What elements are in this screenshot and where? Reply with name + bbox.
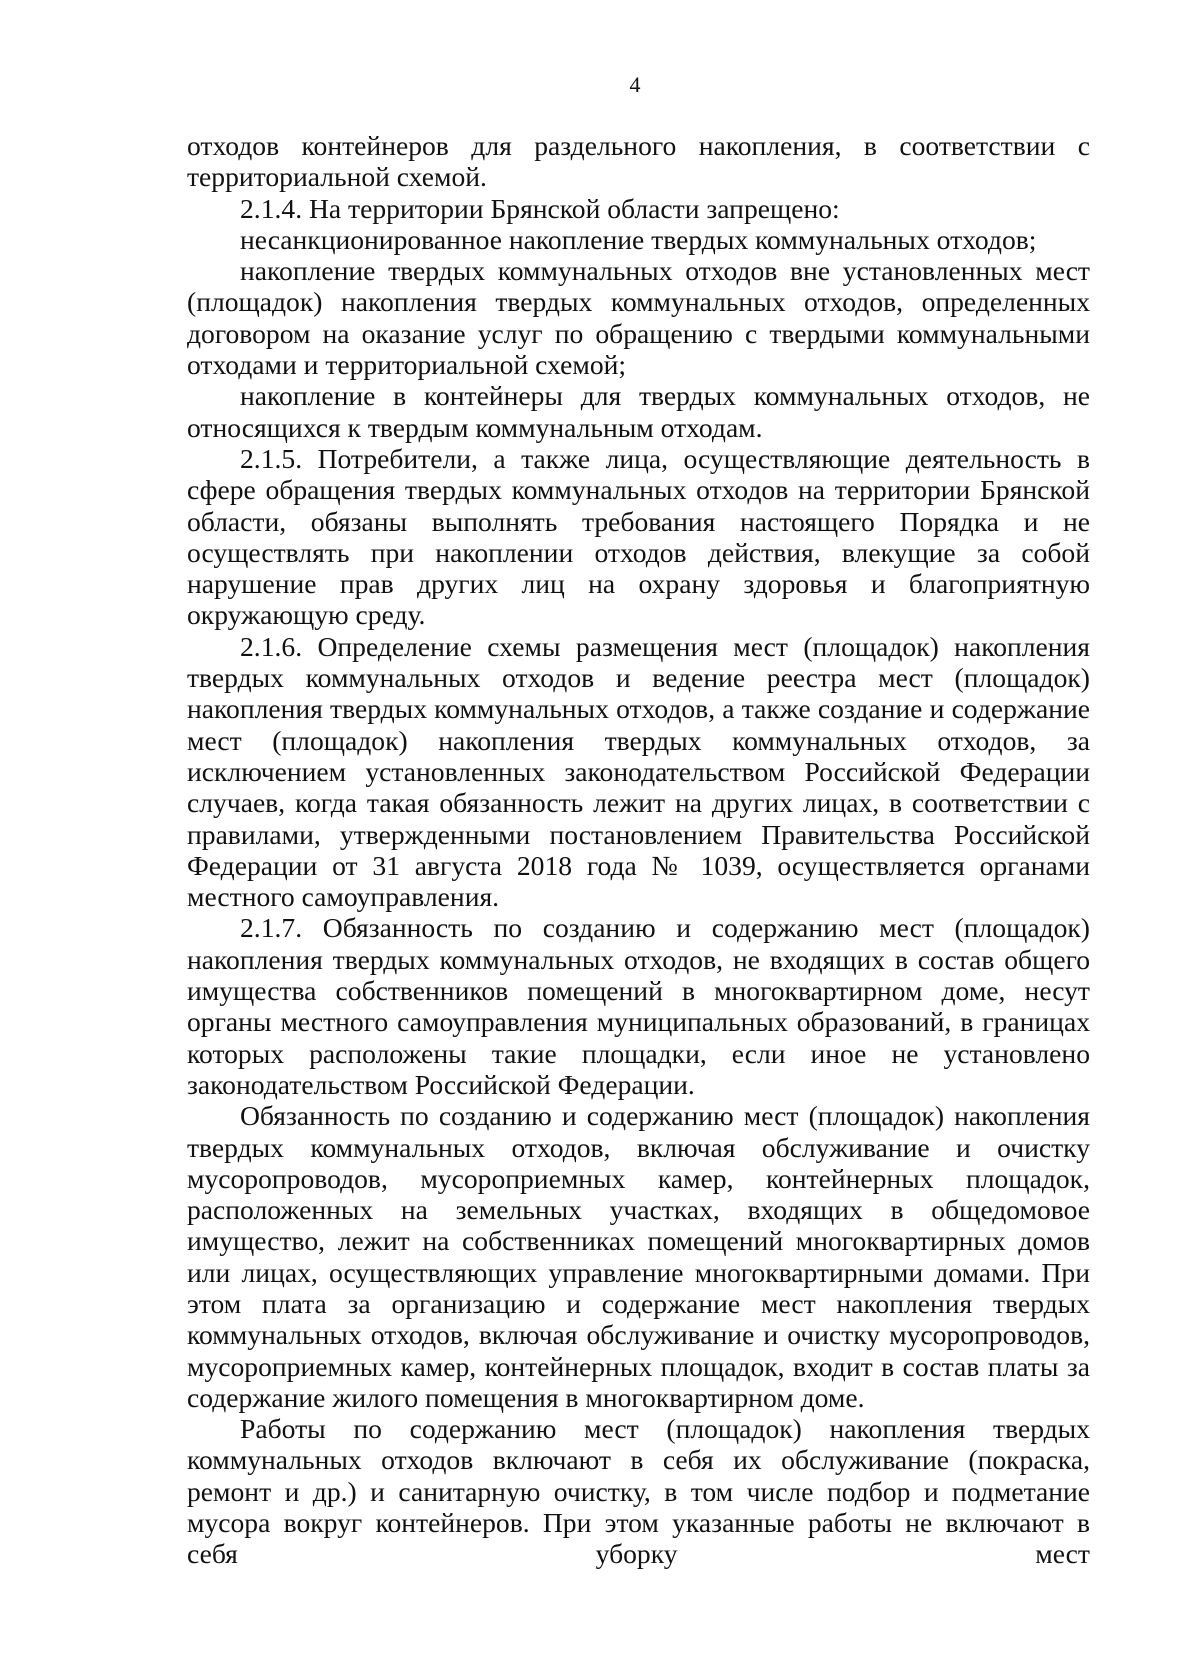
paragraph-2-1-7: 2.1.7. Обязанность по созданию и содержанию мест (площадок) накопления твердых коммунальных отходов, не входящих в состав общего имущества собственников помещений в многоквартирном доме, несут органы местного самоуправления муниципальных образований, в границах которых расположены такие площадки, если иное не установлено законодательством Российской Федерации. xyxy=(187,912,1090,1100)
paragraph-2-1-4: 2.1.4. На территории Брянской области запрещено: xyxy=(240,192,840,224)
paragraph-continuation: отходов контейнеров для раздельного накопления, в соответствии с территориальной схемой. xyxy=(187,130,1090,193)
paragraph-works: Работы по содержанию мест (площадок) накопления твердых коммунальных отходов включают в себя их обслуживание (покраска, ремонт и др.) и санитарную очистку, в том числе подбор и подметание мусора вокруг контейнеров. При этом указанные работы не включают в себя уборку мест xyxy=(187,1413,1090,1570)
paragraph-2-1-5: 2.1.5. Потребители, а также лица, осуществляющие деятельность в сфере обращения твердых коммунальных отходов на территории Брянской области, обязаны выполнять требования настоящего Порядка и не осуществлять при накоплении отходов действия, влекущие за собой нарушение прав других лиц на охрану здоровья и благоприятную окружающую среду. xyxy=(187,442,1090,631)
paragraph-obligation: Обязанность по созданию и содержанию мест (площадок) накопления твердых коммунальных отходов, включая обслуживание и очистку мусоропроводов, мусороприемных камер, контейнерных площадок, расположенных на земельных участках, входящих в общедомовое имущество, лежит на собственниках помещений многоквартирных домов или лицах, осуществляющих управление многоквартирными домами. При этом плата за организацию и содержание мест накопления твердых коммунальных отходов, включая обслуживание и очистку мусоропроводов, мусороприемных камер, контейнерных площадок, входит в состав платы за содержание жилого помещения в многоквартирном доме. xyxy=(187,1100,1090,1413)
paragraph-prohibition-1: несанкционированное накопление твердых коммунальных отходов; xyxy=(240,223,1037,255)
page-number: 4 xyxy=(629,72,641,97)
paragraph-2-1-6: 2.1.6. Определение схемы размещения мест (площадок) накопления твердых коммунальных отходов и ведение реестра мест (площадок) накопления твердых коммунальных отходов, а также создание и содержание мест (площадок) накопления твердых коммунальных отходов, за исключением установленных законодательством Российской Федерации случаев, когда такая обязанность лежит на других лицах, в соответствии с правилами, утвержденными постановлением Правительства Российской Федерации от 31 августа 2018 года № 1039, осуществляется органами местного самоуправления. xyxy=(187,630,1090,913)
paragraph-prohibition-2: накопление твердых коммунальных отходов вне установленных мест (площадок) накопления твердых коммунальных отходов, определенных договором на оказание услуг по обращению с твердыми коммунальными отходами и территориальной схемой; xyxy=(187,255,1090,381)
paragraph-prohibition-3: накопление в контейнеры для твердых коммунальных отходов, не относящихся к твердым коммунальным отходам. xyxy=(187,380,1090,443)
document-body xyxy=(187,130,1090,1570)
